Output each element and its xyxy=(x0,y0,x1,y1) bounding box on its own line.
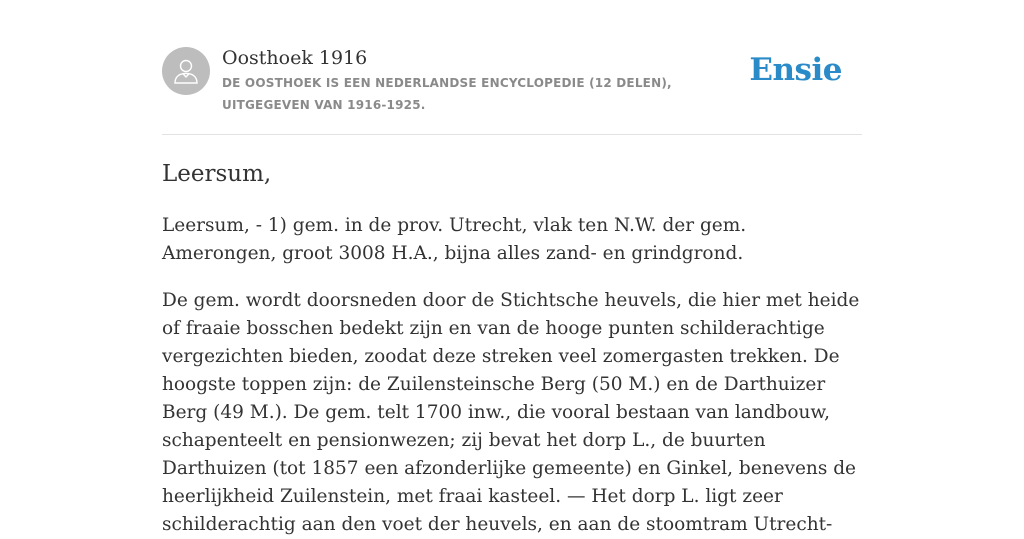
source-name[interactable]: Oosthoek 1916 xyxy=(222,47,368,69)
article-paragraph: De gem. wordt doorsneden door de Stichtsche heuvels, die hier met heide of fraaie bosschen bedekt zijn en van de hooge punten schilderachtige vergezichten bieden, zoodat deze streken veel zomergasten trekken. De hoogste toppen zijn: de Zuilensteinsche Berg (50 M.) en de Darthuizer Berg (49 M.). De gem. telt 1700 inw., die vooral bestaan van landbouw, schapenteelt en pensionwezen; zij bevat het dorp L., de buurten Darthuizen (tot 1857 een afzonderlijke gemeente) en Ginkel, benevens de heerlijkheid Zuilenstein, met fraai kasteel. — Het dorp L. ligt zeer schilderachtig aan den voet der heuvels, en aan de stoomtram Utrecht- xyxy=(162,290,860,535)
source-avatar[interactable] xyxy=(162,47,210,95)
source-header xyxy=(162,0,862,135)
source-description: DE OOSTHOEK IS EEN NEDERLANDSE ENCYCLOPEDIE (12 DELEN), UITGEGEVEN VAN 1916-1925. xyxy=(222,76,672,112)
article-title: Leersum, xyxy=(162,161,272,187)
brand-logo[interactable]: Ensie xyxy=(749,52,842,88)
page-container xyxy=(162,0,862,535)
article-paragraph: Leersum, - 1) gem. in de prov. Utrecht, vlak ten N.W. der gem. Amerongen, groot 3008 H.A., bijna alles zand- en grindgrond. xyxy=(162,215,747,264)
user-icon xyxy=(171,56,201,86)
